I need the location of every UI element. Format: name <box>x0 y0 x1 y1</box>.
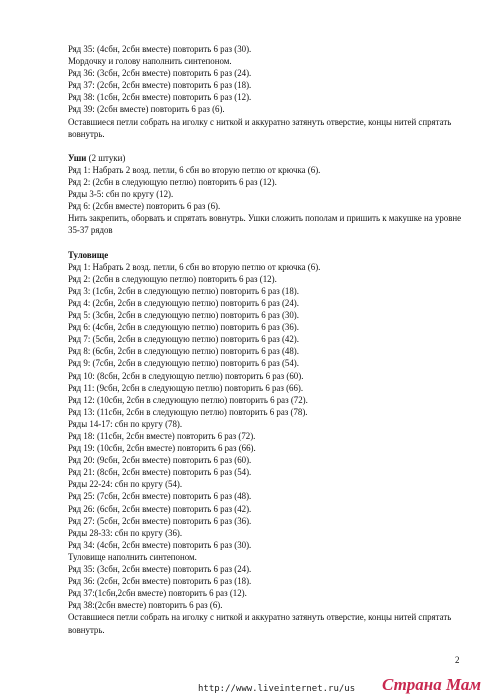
text-line: Ряды 14-17: сбн по кругу (78). <box>68 418 183 429</box>
text-line: Ряд 13: (11сбн, 2сбн в следующую петлю) повторить 6 раз (78). <box>68 406 308 417</box>
text-line: Ряд 25: (7сбн, 2сбн вместе) повторить 6 раз (48). <box>68 491 252 502</box>
text-line: Ряды 3-5: сбн по кругу (12). <box>68 189 174 200</box>
text-line: Ряд 26: (6сбн, 2сбн вместе) повторить 6 раз (42). <box>68 503 252 514</box>
page-number: 2 <box>455 655 460 665</box>
text-paragraph: Нить закрепить, оборвать и спрятать вовнутрь. Ушки сложить пополам и пришить к макушке на уровне 35-37 рядов <box>68 213 462 236</box>
watermark-logo: Страна Мам <box>382 675 482 694</box>
text-line: Ряд 12: (10сбн, 2сбн в следующую петлю) повторить 6 раз (72). <box>68 394 308 405</box>
text-line: Ряд 37:(1сбн,2сбн вместе) повторить 6 раз (12). <box>68 588 247 599</box>
text-line: Ряд 1: Набрать 2 возд. петли, 6 сбн во вторую петлю от крючка (6). <box>68 164 321 175</box>
text-line: Ряд 36: (3сбн, 2сбн вместе) повторить 6 раз (24). <box>68 68 252 79</box>
text-line: Ряд 39: (2сбн вместе) повторить 6 раз (6). <box>68 104 225 115</box>
ears-section <box>68 152 468 237</box>
footer-url[interactable]: http://www.liveinternet.ru/us <box>198 684 356 694</box>
text-line: Ряд 38: (1сбн, 2сбн вместе) повторить 6 раз (12). <box>68 92 252 103</box>
text-line: Ряд 1: Набрать 2 возд. петли, 6 сбн во вторую петлю от крючка (6). <box>68 261 321 272</box>
text-line: Ряд 36: (2сбн, 2сбн вместе) повторить 6 раз (18). <box>68 576 252 587</box>
text-line: Ряд 37: (2сбн, 2сбн вместе) повторить 6 раз (18). <box>68 80 252 91</box>
body-section <box>68 249 468 636</box>
text-line: Ряд 8: (6сбн, 2сбн в следующую петлю) повторить 6 раз (48). <box>68 346 299 357</box>
text-line: Ряд 20: (9сбн, 2сбн вместе) повторить 6 раз (60). <box>68 455 252 466</box>
text-line: Ряд 11: (9сбн, 2сбн в следующую петлю) повторить 6 раз (66). <box>68 382 304 393</box>
text-line: Ряд 7: (5сбн, 2сбн в следующую петлю) повторить 6 раз (42). <box>68 334 299 345</box>
text-paragraph: Оставшиеся петли собрать на иголку с ниткой и аккуратно затянуть отверстие, концы нитей спрятать вовнутрь. <box>68 116 452 139</box>
body-title: Туловище <box>68 249 109 260</box>
text-line: Ряд 10: (8сбн, 2сбн в следующую петлю) повторить 6 раз (60). <box>68 370 304 381</box>
document-body <box>68 43 468 636</box>
text-line: Ряд 4: (2сбн, 2сбн в следующую петлю) повторить 6 раз (24). <box>68 297 299 308</box>
text-line: Ряд 19: (10сбн, 2сбн вместе) повторить 6 раз (66). <box>68 443 256 454</box>
ears-title-note: (2 штуки) <box>88 152 126 163</box>
ears-heading <box>68 152 468 164</box>
text-line: Ряд 21: (8сбн, 2сбн вместе) повторить 6 раз (54). <box>68 467 252 478</box>
text-line: Ряд 2: (2сбн в следующую петлю) повторить 6 раз (12). <box>68 273 277 284</box>
text-paragraph: Оставшиеся петли собрать на иголку с ниткой и аккуратно затянуть отверстие, концы нитей спрятать вовнутрь. <box>68 612 452 635</box>
body-lines <box>68 261 468 636</box>
text-line: Ряды 28-33: сбн по кругу (36). <box>68 527 183 538</box>
head-finish-section <box>68 43 468 140</box>
text-line: Ряд 9: (7сбн, 2сбн в следующую петлю) повторить 6 раз (54). <box>68 358 299 369</box>
text-line: Ряд 35: (3сбн, 2сбн вместе) повторить 6 раз (24). <box>68 564 252 575</box>
text-line: Туловище наполнить синтепоном. <box>68 551 197 562</box>
text-line: Ряд 27: (5сбн, 2сбн вместе) повторить 6 раз (36). <box>68 515 252 526</box>
text-line: Мордочку и голову наполнить синтепоном. <box>68 56 232 67</box>
text-line: Ряды 22-24: сбн по кругу (54). <box>68 479 183 490</box>
ears-title: Уши <box>68 152 87 163</box>
text-line: Ряд 3: (1сбн, 2сбн в следующую петлю) повторить 6 раз (18). <box>68 285 299 296</box>
text-line: Ряд 6: (2сбн вместе) повторить 6 раз (6). <box>68 201 221 212</box>
text-line: Ряд 6: (4сбн, 2сбн в следующую петлю) повторить 6 раз (36). <box>68 322 299 333</box>
text-line: Ряд 5: (3сбн, 2сбн в следующую петлю) повторить 6 раз (30). <box>68 310 299 321</box>
text-line: Ряд 34: (4сбн, 2сбн вместе) повторить 6 раз (30). <box>68 539 252 550</box>
text-line: Ряд 18: (11сбн, 2сбн вместе) повторить 6 раз (72). <box>68 431 256 441</box>
text-line: Ряд 2: (2сбн в следующую петлю) повторить 6 раз (12). <box>68 177 277 188</box>
text-line: Ряд 38:(2сбн вместе) повторить 6 раз (6). <box>68 600 223 611</box>
text-line: Ряд 35: (4сбн, 2сбн вместе) повторить 6 раз (30). <box>68 44 252 54</box>
